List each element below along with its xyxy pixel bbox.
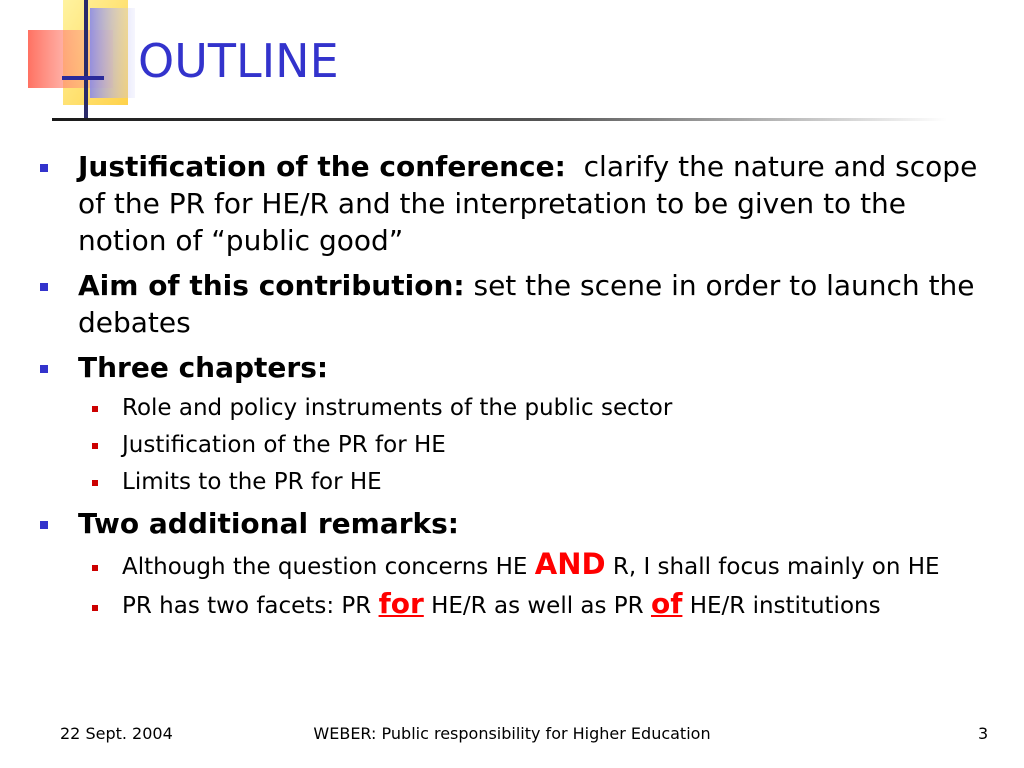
bullet-heading: Aim of this contribution: (78, 269, 465, 302)
square-bullet-icon (40, 365, 48, 373)
bullet-chapters (40, 349, 990, 386)
bullet-heading: Justification of the conference: (78, 150, 566, 183)
page-number: 3 (978, 724, 989, 743)
sub-bullet-item (40, 393, 990, 423)
sub-bullet-text: Justification of the PR for HE (122, 432, 446, 458)
sub-bullet-text: Although the question concerns HE (122, 554, 528, 580)
sub-bullet-text: PR has two facets: PR (122, 593, 372, 619)
sub-bullet-item (40, 589, 990, 621)
chapters-sublist (40, 393, 990, 497)
bullet-heading: Three chapters: (78, 351, 329, 384)
sub-bullet-text: HE/R institutions (689, 593, 881, 619)
title-underline (52, 118, 947, 121)
bullet-aim (40, 267, 990, 341)
footer-date: 22 Sept. 2004 (60, 724, 173, 743)
bullet-remarks (40, 505, 990, 542)
bullet-text: set the scene in order to launch the debates (78, 269, 975, 339)
bullet-justification (40, 148, 990, 259)
remarks-sublist (40, 549, 990, 621)
square-bullet-icon (40, 521, 48, 529)
bullet-heading: Two additional remarks: (78, 507, 460, 540)
square-bullet-icon (92, 480, 98, 486)
bullet-text: clarify the nature and scope of the PR for HE/R and the interpretation to be given to the notion of “public good” (78, 150, 978, 257)
square-bullet-icon (92, 443, 98, 449)
sub-bullet-item (40, 549, 990, 582)
sub-bullet-text: Limits to the PR for HE (122, 469, 382, 495)
sub-bullet-item (40, 467, 990, 497)
square-bullet-icon (92, 605, 98, 611)
slide-content (40, 148, 990, 629)
square-bullet-icon (92, 565, 98, 571)
slide-title: OUTLINE (138, 34, 339, 88)
square-bullet-icon (40, 164, 48, 172)
corner-logo-graphic (0, 0, 150, 120)
sub-bullet-text: R, I shall focus mainly on HE (612, 554, 940, 580)
emphasis-and: AND (534, 547, 606, 581)
sub-bullet-item (40, 430, 990, 460)
emphasis-for: for (378, 587, 424, 620)
footer-title: WEBER: Public responsibility for Higher Education (313, 724, 711, 743)
square-bullet-icon (40, 283, 48, 291)
sub-bullet-text: Role and policy instruments of the public sector (122, 395, 673, 421)
emphasis-of: of (650, 587, 683, 620)
sub-bullet-text: HE/R as well as PR (431, 593, 644, 619)
square-bullet-icon (92, 406, 98, 412)
